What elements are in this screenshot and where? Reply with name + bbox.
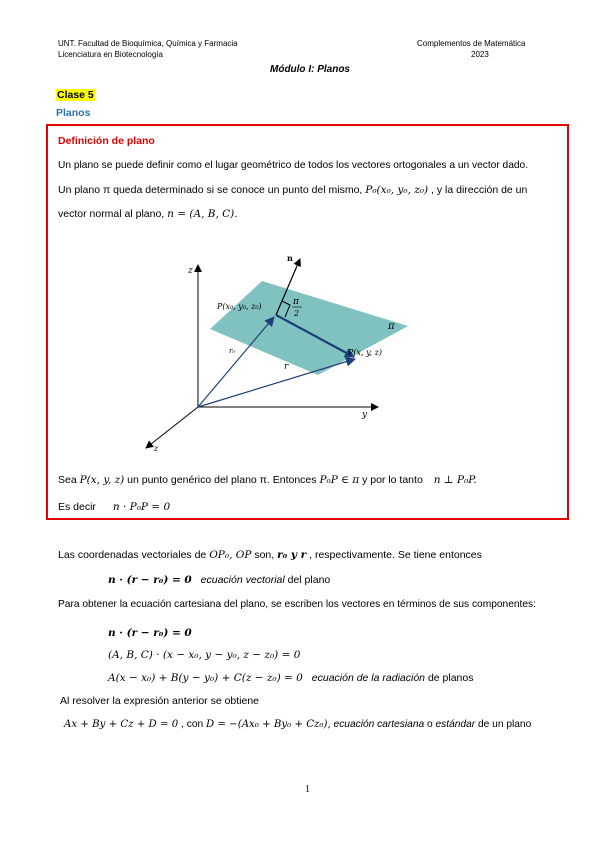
section-title: Planos <box>56 107 91 119</box>
equation-1: n · (r − r₀) = 0 <box>108 627 192 639</box>
module-title: Módulo I: Planos <box>270 64 350 75</box>
class-label: Clase 5 <box>57 89 94 101</box>
definition-es-decir: Es decir n · P₀P = 0 <box>58 501 171 513</box>
definition-line2: Un plano π queda determinado si se conoce un punto del mismo, P₀(x₀, y₀, z₀) , y la dirección de un <box>58 184 528 196</box>
equation-3: A(x − x₀) + B(y − y₀) + C(z − z₀) = 0 ecuación de la radiación de planos <box>108 672 474 684</box>
vector-equation: n · (r − r₀) = 0 ecuación vectorial del plano <box>108 574 331 586</box>
angle-denominator: 2 <box>294 309 300 318</box>
normal-label: n <box>287 253 293 263</box>
definition-title: Definición de plano <box>58 135 155 147</box>
plane-figure <box>130 245 430 455</box>
r-label: r <box>284 362 289 372</box>
coords-line: Las coordenadas vectoriales de OP₀, OP son, r₀ y r , respectivamente. Se tiene entonces <box>58 549 482 561</box>
header-course: Complementos de Matemática <box>417 39 526 48</box>
plane-shape <box>210 281 408 375</box>
z-axis-label: z <box>188 266 193 276</box>
plane-label: π <box>388 321 395 332</box>
x-axis-label: z <box>154 444 159 453</box>
resolve-line: Al resolver la expresión anterior se obtiene <box>60 695 260 707</box>
r-vector <box>198 359 355 407</box>
header-career: Licenciatura en Biotecnología <box>58 50 163 59</box>
definition-sea-line: Sea P(x, y, z) un punto genérico del plano π. Entonces P₀P ∈ π y por lo tanto n ⊥ P₀P. <box>58 474 477 486</box>
final-equation: Ax + By + Cz + D = 0 , con D = −(Ax₀ + By₀ + Cz₀), ecuación cartesiana o estándar de un plano <box>64 719 532 730</box>
equation-2: (A, B, C) · (x − x₀, y − y₀, z − z₀) = 0 <box>108 649 301 661</box>
x-axis-line <box>146 407 198 448</box>
y-axis-label: y <box>362 410 368 420</box>
page-number: 1 <box>305 784 310 795</box>
header-year: 2023 <box>471 50 489 59</box>
definition-line3: vector normal al plano, n = (A, B, C). <box>58 208 238 220</box>
r0-label: r₀ <box>229 347 236 355</box>
angle-numerator: π <box>293 297 299 307</box>
point-label: P(x, y, z) <box>348 348 382 357</box>
cartesian-intro: Para obtener la ecuación cartesiana del plano, se escriben los vectores en términos de sus componentes: <box>58 599 536 610</box>
definition-line1: Un plano se puede definir como el lugar geométrico de todos los vectores ortogonales a un vector dado. <box>58 160 529 171</box>
point0-label: P(x₀, y₀, z₀) <box>217 302 262 311</box>
header-institution: UNT. Facultad de Bioquímica, Química y Farmacia <box>58 39 238 48</box>
